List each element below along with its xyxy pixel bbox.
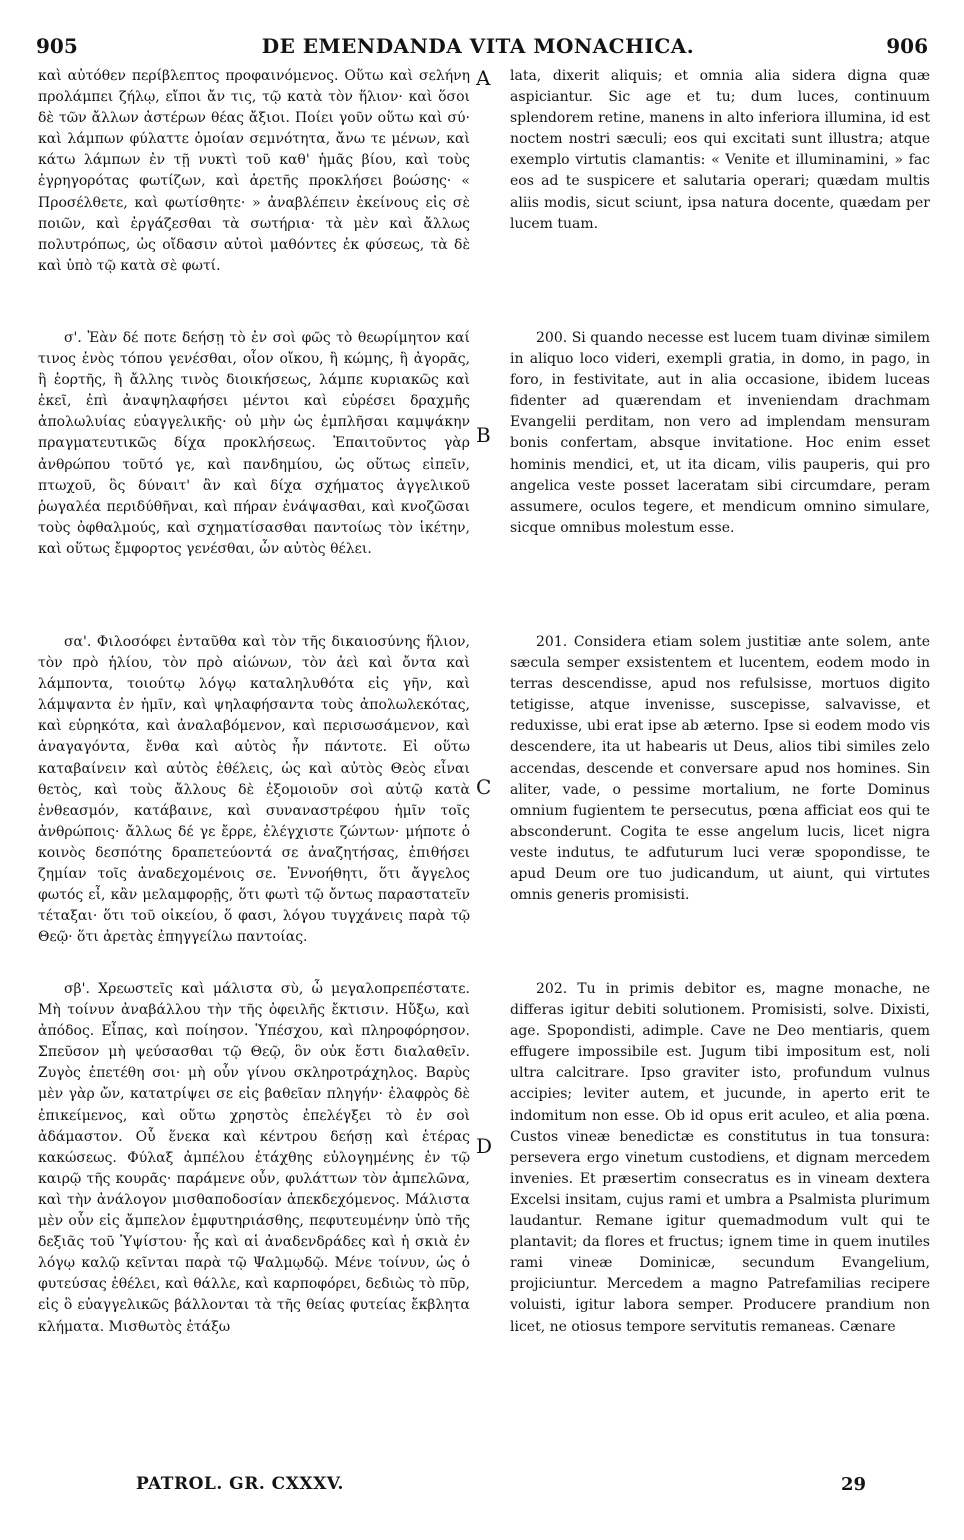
- latin-paragraph: 202. Tu in primis debitor es, magne monache, ne differas igitur debiti solutionem. Promisisti, solve. Dixisti, age. Spopondisti, adimple. Cave ne Deo mentiaris, quem effugere impossibile est. Jugum tibi impositum est, noli ultra calcitrare. Ipso graviter isto, profundum vulnus accipies; leviter autem, et jucunde, in aperto erit te indomitum non esse. Ob id opus erit aculeo, et alia pœna. Custos vineæ benedictæ es constitutus in tua tonsura: persevera ergo vinetum custodiens, et dignam mercedem invenies. Et præsertim consecratus es in vineam dextera Excelsi insitam, cujus rami et umbra a Psalmista plurimum laudantur. Remane igitur quemadmodum vult qui te plantavit; da flores et fructus; ignem time in quem inutiles rami vineæ Dominicæ, secundum Evangelium, projiciuntur. Mercedem a magno Patrefamilias recipere voluisti, igitur labora semper. Producere prandium non licet, ne otiosus tempore servitutis remaneas. Cænare: [510, 981, 930, 1335]
- greek-paragraph: σ'. Ἐὰν δέ ποτε δεήσῃ τὸ ἐν σοὶ φῶς τὸ θεωρίμητον καί τινος ἑνὸς τόπου γενέσθαι, οἷον οἴκου, ἢ κώμης, ἢ ἀγορᾶς, ἢ ἑορτῆς, ἢ ἄλλης τινὸς διοικήσεως, λάμπε κυριακῶς καὶ ἐκεῖ, ἐπὶ ἀναψηλαφήσει μέντοι καὶ εὑρέσει δραχμῆς ἀπολωλυίας εὐαγγελικῆς· οὐ μὴν ὡς ἐμπλῆσαι καμψάκην πραγματευτικῶς δίχα προκλήσεως. Ἐπαιτοῦντος γὰρ ἀνθρώπου τοῦτό γε, καὶ πανδημίου, ὡς οὕτως εἰπεῖν, πτωχοῦ, ὃς δύναιτ' ἂν καὶ δίχα σχήματος ἀγγελικοῦ ῥωγαλέα περιδύθῆναι, καὶ πήραν ἐνάψασθαι, καὶ κνοζῶσαι τοὺς ὀφθαλμούς, καὶ σχηματίσασθαι παντοίως τὸν ἱκέτην, καὶ οὕτως ἔμφορτος γενέσθαι, ὧν αὐτὸς θέλει.: [38, 330, 470, 557]
- greek-paragraph: σβ'. Χρεωστεῖς καὶ μάλιστα σὺ, ὦ μεγαλοπρεπέστατε. Μὴ τοίνυν ἀναβάλλου τὴν τῆς ὀφειλῆς ἔκτισιν. Ηὔξω, καὶ ἀπόδος. Εἶπας, καὶ ποίησον. Ὑπέσχου, καὶ πληροφόρησον. Σπεῦσον μὴ ψεύσασθαι τῷ Θεῷ, ὃν οὐκ ἔστι διαλαθεῖν. Ζυγὸς ἐπετέθη σοι· μὴ οὖν γίνου σκληροτράχηλος. Βαρὺς μὲν γὰρ ὤν, κατατρίψει σε εἰς βαθεῖαν πληγήν· ἐλαφρὸς δὲ ἐπικείμενος, καὶ οὕτω χρηστὸς ἐπελέγξει τὸ ἐν σοὶ ἀδάμαστον. Οὗ ἕνεκα καὶ κέντρου δεήσῃ καὶ ἑτέρας κακώσεως. Φύλαξ ἀμπέλου ἐτάχθης εὐλογημένης ἐν τῷ καιρῷ τῆς κουρᾶς· παράμενε οὖν, φυλάττων τὸν ἀμπελῶνα, καὶ τὴν ἀνάλογον μισθαποδοσίαν ἀπεκδεχόμενος. Μάλιστα μὲν οὖν εἰς ἄμπελον ἐμφυτηριάσθης, πεφυτευμένην ὑπὸ τῆς δεξιᾶς τοῦ Ὑψίστου· ἧς καὶ αἱ ἀναδενδράδες καὶ ἡ σκιὰ ἐν λόγῳ καλῷ κεῖνται παρὰ τῷ Ψαλμῳδῷ. Μένε τοίνυν, ὡς ὁ φυτεύσας ἐθέλει, καὶ θάλλε, καὶ καρποφόρει, δεδιὼς τὸ πῦρ, εἰς ὃ εὐαγγελικῶς βάλλονται τὰ τῆς θείας φυτείας ἔκβλητα κλήματα. Μισθωτὸς ἐτάξω: [38, 981, 470, 1335]
- latin-paragraph: 201. Considera etiam solem justitiæ ante solem, ante sæcula semper exsistentem et lucentem, eodem modo in terras descendisse, apud nos refulsisse, mortuos digito tetigisse, atque invenisse, suscepisse, salvavisse, et reduxisse, ubi erat ipse ab æterno. Ipse si eodem modo vis descendere, ita ut habearis ut Deus, alios tibi similes zelo accendas, descende et conversare apud nos homines. Sin aliter, vade, o pessime mortalium, ne forte Dominus omnium fugientem te persecutus, pœna afficiat eos qui te absconderunt. Cogita te esse angelum lucis, licet nigra veste indutus, te adfuturum luci veræ spopondisse, te apud Deum ore tuo judicandum, ut aiunt, qui virtutes omnis generis promisisti.: [510, 634, 930, 904]
- margin-marker: C: [476, 775, 492, 799]
- page-footer: [28, 1474, 928, 1500]
- margin-marker: D: [476, 1134, 493, 1158]
- latin-paragraph: 200. Si quando necesse est lucem tuam divinæ similem in aliquo loco videri, exempli gratia, in domo, in pago, in foro, in festivitate, aut in alia occasione, ibidem luceas fidenter ad quærendam et inveniendam drachmam Evangelii perditam, non vero ad implendam mensuram bonis confertam, absque invitatione. Hoc enim esset hominis mendici, et, ut ita dicam, vilis pauperis, qui pro angelica veste posset laceratam sibi circumdare, peram assumere, oculos tegere, et mendicum omnino simulare, sicque omnibus molestum esse.: [510, 330, 930, 536]
- margin-marker: A: [476, 66, 491, 90]
- volume-signature: PATROL. GR. CXXXV.: [136, 1474, 344, 1494]
- margin-marker: B: [476, 423, 491, 447]
- page-number-right: 906: [886, 34, 928, 58]
- greek-paragraph: σα'. Φιλοσόφει ἐνταῦθα καὶ τὸν τῆς δικαιοσύνης ἥλιον, τὸν πρὸ ἡλίου, τὸν πρὸ αἰώνων, τὸν ἀεὶ καὶ ὄντα καὶ λάμποντα, τοιούτῳ λόγῳ καταληλυθότα εἰς γῆν, καὶ λάμψαντα ἐν ἡμῖν, καὶ ψηλαφήσαντα τοὺς ἀπολωλεκότας, καὶ εὑρηκότα, καὶ ἀναλαβόμενον, καὶ περισωσάμενον, καὶ ἀναγαγόντα, ἔνθα καὶ αὐτὸς ἦν πάντοτε. Εἰ οὕτω καταβαίνειν καὶ αὐτὸς ἐθέλεις, ὡς καὶ αὐτὸς Θεὸς εἶναι θετὸς, καὶ τοὺς ἄλλους δὲ ἐξομοιοῦν σοὶ αὐτῷ κατὰ ἐνθεασμόν, κατάβαινε, καὶ συναναστρέφου ἡμῖν τοῖς ἀνθρώποις· ἄλλως δέ γε ἔρρε, ἐλέγχιστε ζώντων· μήποτε ὁ κοινὸς δεσπότης δραπετεύοντά σε ἀναζητήσας, ἐπιθήσει ζημίαν τοῖς ἀναδεχομένοις σε. Ἐννοήθητι, ὅτι ἄγγελος φωτός εἶ, κἂν μελαμφορῇς, ὅτι φωτὶ τῷ ὄντως παραστατεῖν τέταξαι· ὅτι τοῦ οἰκείου, ὅ φασι, λόγου τυγχάνεις παρὰ τῷ Θεῷ· ὅτι ἀρετὰς ἐπηγγείλω παντοίας.: [38, 634, 470, 946]
- page-number-left: 905: [36, 34, 78, 58]
- greek-paragraph: καὶ αὐτόθεν περίβλεπτος προφαινόμενος. Οὕτω καὶ σελήνη προλάμπει ζήλῳ, εἴποι ἄν τις, τῷ κατὰ τὸν ἥλιον· καὶ ὅσοι δὲ τῶν ἄλλων ἀστέρων θέας ἄξιοι. Ποίει γοῦν οὕτω καὶ σύ· καὶ λάμπων φύλαττε ὁμοίαν σεμνότητα, ἄνω τε μένων, καὶ κάτω λάμπων ἐν τῇ νυκτὶ τοῦ καθ' ἡμᾶς βίου, καὶ τοὺς ἐγρηγορότας φωτίζων, καὶ ἀρετῆς προκλήσει βοώσης· « Προσέλθετε, καὶ φωτίσθητε· » ἀναβλέπειν ἐκείνους εἰς σὲ ποιῶν, καὶ ἐργάζεσθαι τὰ σωτήρια· τὰ μὲν καὶ ἄλλως πολυτρόπως, ὡς οἴδασιν αὐτοὶ μαθόντες ἐκ φύσεως, τὰ δὲ καὶ ὑπὸ τῷ κατὰ σὲ φωτί.: [38, 68, 470, 274]
- sheet-number: 29: [840, 1474, 866, 1495]
- running-header: [28, 34, 928, 60]
- running-title: DE EMENDANDA VITA MONACHICA.: [261, 34, 695, 58]
- latin-paragraph: lata, dixerit aliquis; et omnia alia sidera digna quæ aspiciantur. Sic age et tu; dum luces, continuum splendorem retine, manens in alto inferiora illumina, id est noctem nostri sæculi; eos qui excitati sunt illustra; atque exemplo virtutis clamantis: « Venite et illuminamini, » fac eos ad te suspicere et salutaria operari; quædam multis aliis modis, sicut sciunt, ipsa natura docente, quædam per lucem tuam.: [510, 68, 930, 232]
